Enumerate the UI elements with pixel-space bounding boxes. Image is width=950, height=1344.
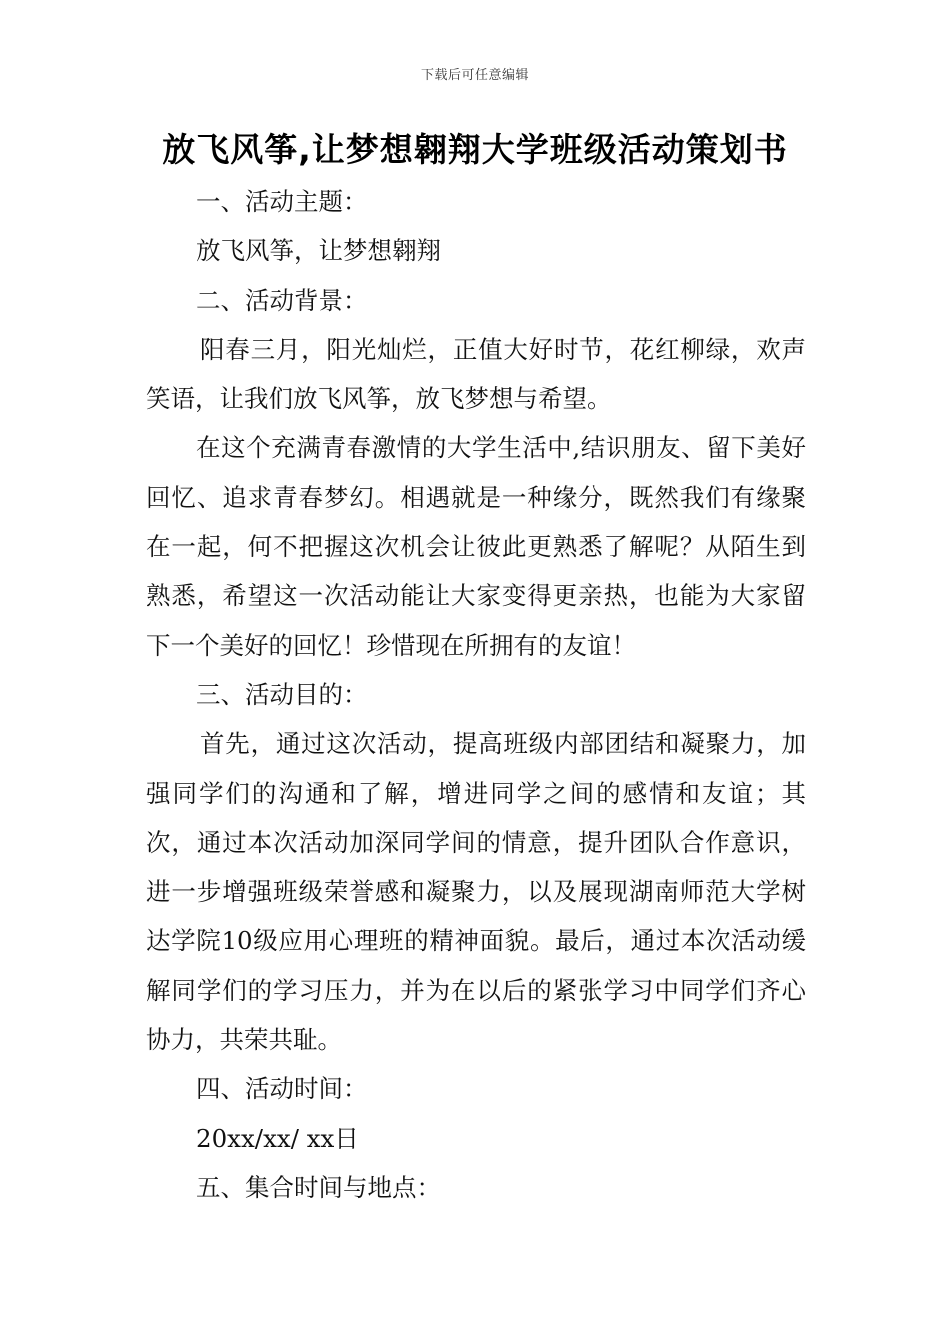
section-theme-heading: 一、活动主题：	[196, 187, 368, 216]
document-body	[146, 177, 806, 1212]
section-time-content: 20xx/xx/ xx日	[196, 1123, 359, 1153]
purpose-paragraph: 首先，通过这次活动，提高班级内部团结和凝聚力，加强同学们的沟通和了解，增进同学之间的感情和友谊；其次，通过本次活动加深同学间的情意，提升团队合作意识，进一步增强班级荣誉感和凝聚力，以及展现湖南师范大学树达学院10级应用心理班的精神面貌。最后，通过本次活动缓解同学们的学习压力，并为在以后的紧张学习中同学们齐心协力，共荣共耻。	[146, 729, 806, 1055]
header-note: 下载后可任意编辑	[420, 68, 529, 83]
section-time-heading: 四、活动时间：	[196, 1074, 368, 1104]
section-purpose-heading: 三、活动目的：	[196, 679, 368, 709]
document-title: 放飞风筝,让梦想翱翔大学班级活动策划书	[162, 130, 788, 169]
section-gathering-heading: 五、集合时间与地点：	[196, 1172, 441, 1202]
background-paragraph-2: 在这个充满青春激情的大学生活中,结识朋友、留下美好回忆、追求青春梦幻。相遇就是一种缘分，既然我们有缘聚在一起，何不把握这次机会让彼此更熟悉了解呢？从陌生到熟悉，希望这一次活动能让大家变得更亲热，也能为大家留下一个美好的回忆！珍惜现在所拥有的友谊！	[146, 433, 806, 660]
section-background-heading: 二、活动背景：	[196, 285, 368, 315]
background-paragraph-1: 阳春三月，阳光灿烂，正值大好时节，花红柳绿，欢声笑语，让我们放飞风筝，放飞梦想与希望。	[146, 334, 806, 414]
section-theme-content: 放飞风筝，让梦想翱翔	[196, 236, 441, 266]
